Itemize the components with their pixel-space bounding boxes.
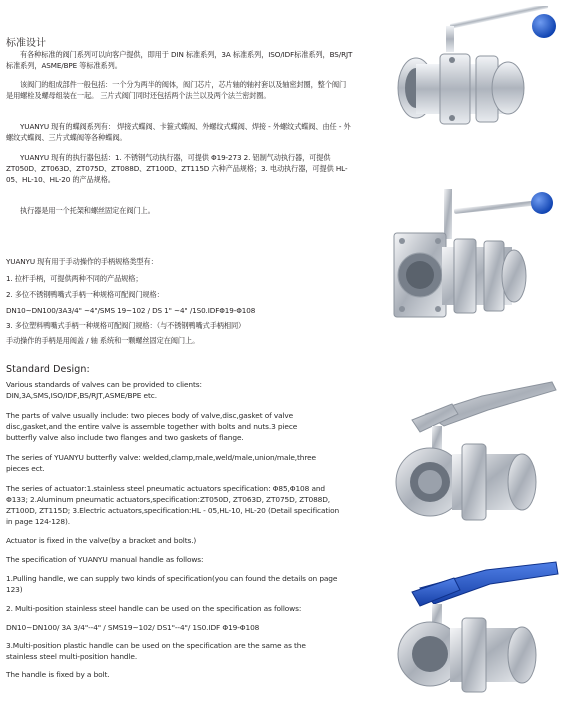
cn-paragraph-5: 执行器是用一个托架和螺丝固定在阀门上。 (20, 206, 155, 215)
plastic-handle-valve-image (390, 548, 562, 698)
cn-paragraph-4: YUANYU 现有的执行器包括：1. 不锈钢气动执行器，可提供 Φ19-273 2. 铝制气动执行器，可提供 ZT050D、ZT063D、ZT075D、ZT088D、ZT100D、ZT115D 六种产品规格；3. 电动执行器，可提供 HL-05、HL-10、HL-20 的产品规格。 (6, 153, 348, 185)
butterfly-valve-ball-handle-image (388, 6, 563, 132)
en-paragraph-3: The series of YUANYU butterfly valve: welded,clamp,male,weld/male,union/male,three pieces ect. (6, 453, 316, 473)
en-paragraph-1: Various standards of valves can be provided to clients: DIN,3A,SMS,ISO/IDF,BS/RJT,ASME/BPE etc. (6, 380, 202, 400)
en-paragraph-10: 3.Multi-position plastic handle can be used on the specification are the same as the stainless steel multi-position handle. (6, 641, 306, 661)
section-title-cn: 标准设计 (6, 38, 46, 49)
en-paragraph-6: The specification of YUANYU manual handle as follows: (6, 555, 204, 564)
cn-handle-item-2: 2. 多位不锈钢鸭嘴式手柄一种规格可配阀门规格： (6, 290, 164, 299)
en-paragraph-5: Actuator is fixed in the valve(by a bracket and bolts.) (6, 536, 197, 545)
cn-handle-item-1: 1. 拉杆手柄，可提供两种不同的产品规格； (6, 274, 143, 283)
en-paragraph-4: The series of actuator:1.stainless steel pneumatic actuators specification: Φ85,Φ108 and Φ133; 2.Aluminum pneumatic actuators,specification:ZT050D, ZT063D, ZT075D, ZT088D, ZT100D, ZT115D; 3.Electric actuators,specification:HL - 05,HL-10, HL-20 (Detail specification in page 124-128). (6, 484, 340, 526)
en-paragraph-2: The parts of valve usually include: two pieces body of valve,disc,gasket of valve disc,gasket,and the entire valve is assemble together with bolts and nuts.3 piece butterfly valve also include two flanges and two gaskets of flange. (6, 411, 298, 442)
en-paragraph-9: DN10~DN100/ 3A 3/4"--4" / SMS19~102/ DS1"--4"/ 1S0.IDF Φ19-Φ108 (6, 623, 260, 632)
cn-handle-item-2-spec: DN10~DN100/3A3/4" ~4"/SMS 19~102 / DS 1" ~4" /1S0.IDFΦ19-Φ108 (6, 306, 256, 315)
cn-paragraph-3: YUANYU 现有的蝶阀系列有： 焊接式蝶阀、卡箍式蝶阀、外螺纹式蝶阀、焊接 - 外螺纹式蝶阀、由任 - 外螺纹式蝶阀、三片式蝶阀等各种蝶阀。 (6, 122, 351, 143)
en-paragraph-7: 1.Pulling handle, we can supply two kinds of specification(you can found the details on page 123) (6, 574, 338, 594)
section-title-en: Standard Design: (6, 364, 90, 375)
en-paragraph-11: The handle is fixed by a bolt. (6, 670, 110, 679)
flanged-butterfly-valve-image (392, 181, 562, 351)
cn-handle-fixing-note: 手动操作的手柄是用阀盖 / 轴 系统和一颗螺丝固定在阀门上。 (6, 336, 200, 345)
cn-handle-item-3: 3. 多位塑料鸭嘴式手柄一种规格可配阀门规格：（与不锈钢鸭嘴式手柄相同） (6, 321, 246, 330)
cn-paragraph-1: 有各种标准的阀门系列可以向客户提供，即用于 DIN 标准系列，3A 标准系列，ISO/IDF标准系列，BS/RJT 标准系列，ASME/BPE 等标准系列。 (6, 50, 353, 71)
en-paragraph-8: 2. Multi-position stainless steel handle can be used on the specification as follows: (6, 604, 302, 613)
cn-paragraph-2: 该阀门的组成部件一般包括：一个分为两半的阀体，阀门芯片，芯片轴的轴衬套以及轴密封圈，整个阀门是用螺栓及螺母组装在一起。 三片式阀门同时还包括两个法兰以及两个法兰密封圈。 (6, 80, 347, 101)
pulling-handle-valve-image (392, 370, 562, 530)
cn-handle-heading: YUANYU 现有用于手动操作的手柄规格类型有： (6, 257, 158, 266)
